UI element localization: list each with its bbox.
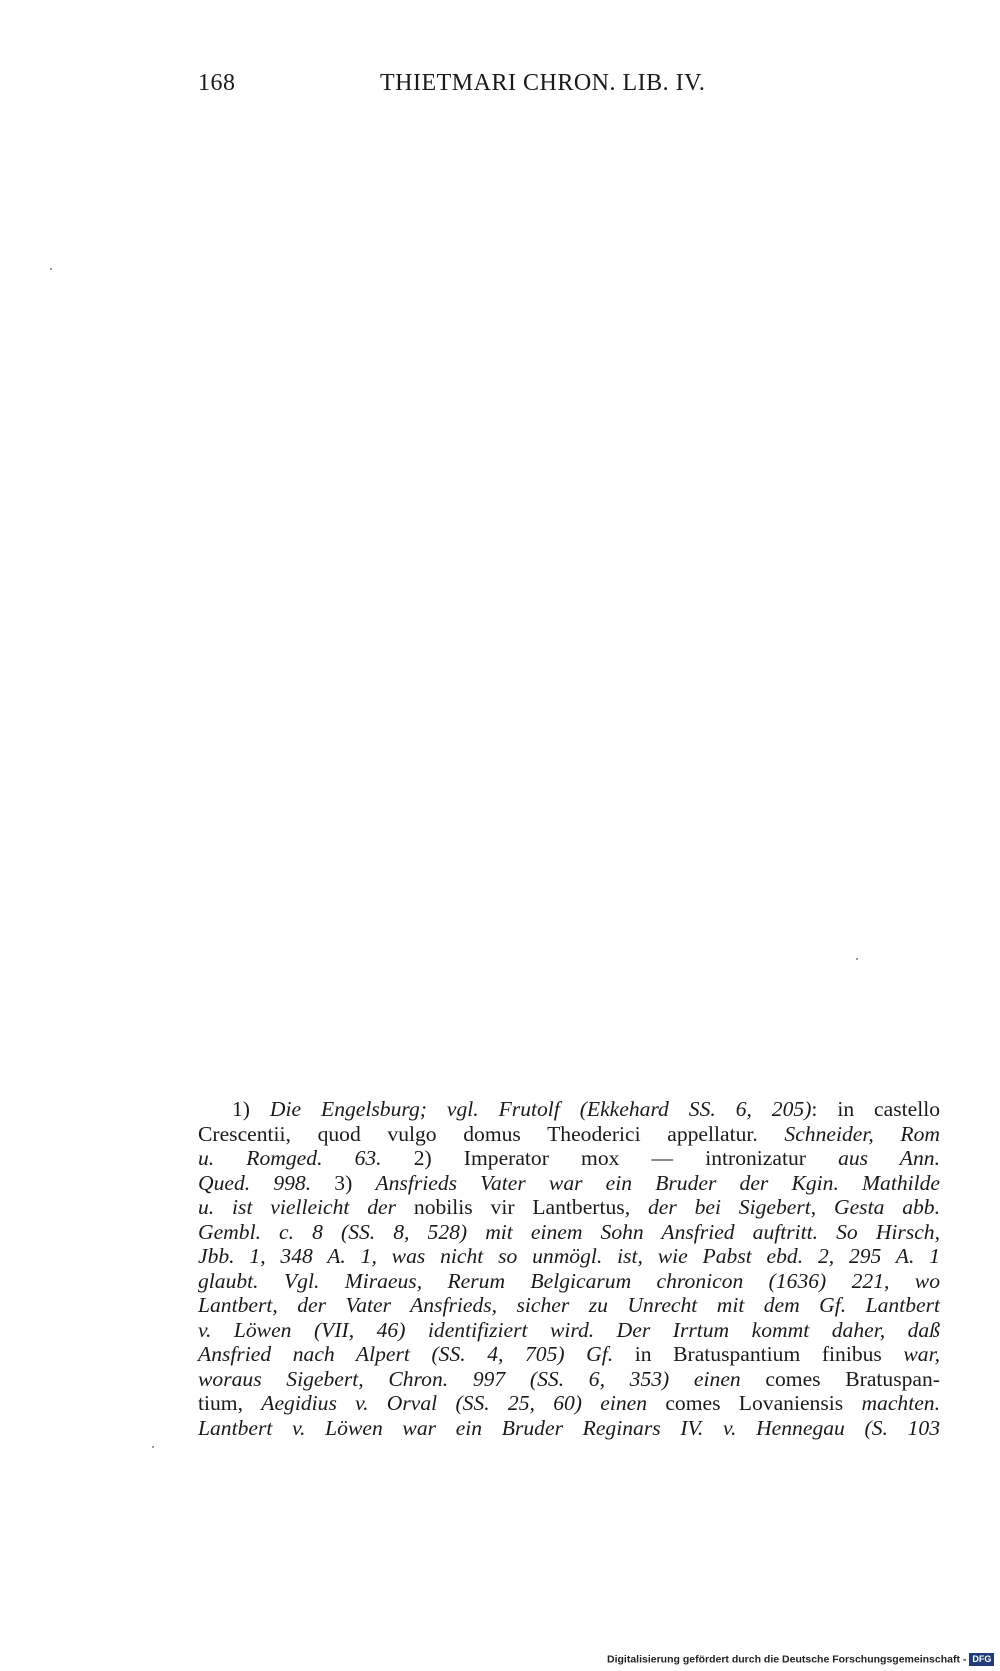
footnote-italic-text: Aegidius v. Orval (SS. 25, 60) einen — [261, 1391, 666, 1415]
footnote-italic-text: aus Ann. — [838, 1146, 940, 1170]
footnote-italic-text: Jbb. 1, 348 A. 1, was nicht so unmögl. ist, wie Pabst ebd. 2, 295 A. 1 — [198, 1244, 940, 1268]
footnote-italic-text: woraus Sigebert, Chron. 997 (SS. 6, 353) einen — [198, 1366, 766, 1391]
running-head — [198, 70, 758, 104]
footnote-italic-text: Ansfrieds Vater war ein Bruder der Kgin. Mathilde — [375, 1170, 940, 1195]
scan-speck — [50, 268, 52, 270]
footnote-line — [198, 1391, 940, 1416]
footnote-text: 3) — [311, 1170, 376, 1195]
footnotes-block — [198, 1097, 940, 1440]
footer-credit — [607, 1653, 994, 1667]
footnote-italic-text: u. ist vielleicht der — [198, 1195, 414, 1219]
footnote-italic-text: machten. — [861, 1391, 940, 1415]
footnote-text: tium, — [198, 1391, 262, 1415]
footnote-line — [198, 1220, 940, 1245]
footnote-line — [198, 1195, 940, 1220]
footnote-italic-text: Lantbert v. Löwen war ein Bruder Reginars IV. v. Hennegau (S. 103 — [198, 1415, 940, 1440]
footnote-text: 1) — [232, 1097, 270, 1121]
footnote-line — [198, 1416, 940, 1441]
footnote-italic-text: Schneider, Rom — [784, 1121, 940, 1146]
footnote-line — [198, 1122, 940, 1147]
footnote-text: nobilis vir Lantbertus, — [413, 1195, 648, 1219]
footnote-text: comes Lovaniensis — [665, 1391, 862, 1415]
footnote-line — [198, 1318, 940, 1343]
footnote-line — [198, 1342, 940, 1367]
footnote-text: Crescentii, quod vulgo domus Theoderici appellatur. — [198, 1121, 785, 1146]
footnote-text: 2) Imperator mox — intronizatur — [381, 1146, 839, 1170]
running-title: THIETMARI CHRON. LIB. IV. — [380, 70, 706, 96]
footnote-text: : in castello — [811, 1097, 940, 1121]
footnote-italic-text: v. Löwen (VII, 46) identifiziert wird. Der Irrtum kommt daher, daß — [198, 1317, 940, 1342]
footnote-line — [198, 1367, 940, 1392]
footnote-italic-text: Gembl. c. 8 (SS. 8, 528) mit einem Sohn Ansfried auftritt. So Hirsch, — [198, 1219, 940, 1244]
page-number: 168 — [198, 70, 236, 96]
footnote-italic-text: u. Romged. 63. — [198, 1146, 382, 1170]
footnote-italic-text: war, — [903, 1342, 941, 1366]
footnote-text: comes Bratuspan- — [765, 1366, 940, 1391]
scan-speck — [152, 1446, 154, 1448]
footer-text: Digitalisierung gefördert durch die Deutsche Forschungsgemeinschaft - — [607, 1653, 967, 1666]
footnote-line — [198, 1171, 940, 1196]
footnote-line — [198, 1097, 940, 1122]
footnote-line — [198, 1293, 940, 1318]
footnote-italic-text: glaubt. Vgl. Miraeus, Rerum Belgicarum chronicon (1636) 221, wo — [198, 1268, 940, 1293]
footnote-italic-text: Lantbert, der Vater Ansfrieds, sicher zu Unrecht mit dem Gf. Lantbert — [198, 1293, 940, 1317]
footnote-italic-text: der bei Sigebert, Gesta abb. — [647, 1195, 940, 1219]
scan-speck — [856, 958, 858, 960]
footnote-line — [198, 1146, 940, 1171]
footnote-italic-text: Ansfried nach Alpert (SS. 4, 705) Gf. — [198, 1342, 635, 1366]
footnote-italic-text: Die Engelsburg; vgl. Frutolf (Ekkehard SS. 6, 205) — [269, 1097, 812, 1121]
footnote-line — [198, 1244, 940, 1269]
dfg-logo: DFG — [969, 1653, 994, 1666]
footnote-line — [198, 1269, 940, 1294]
footnote-text: in Bratuspantium finibus — [634, 1342, 904, 1366]
footnote-italic-text: Qued. 998. — [198, 1170, 312, 1195]
